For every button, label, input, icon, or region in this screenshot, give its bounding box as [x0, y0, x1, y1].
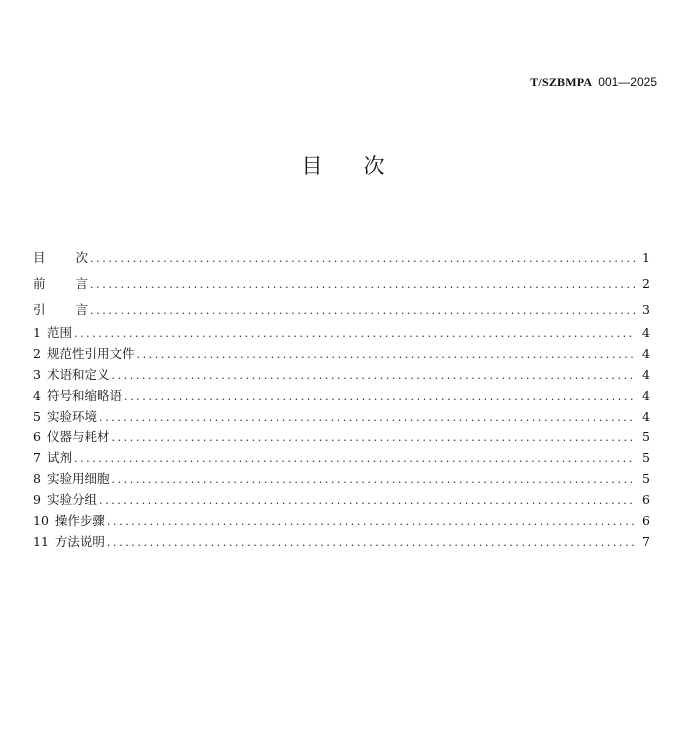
page-title-char-2: 次	[363, 154, 386, 178]
toc-entry-label	[33, 386, 124, 407]
standard-code: T/SZBMPA	[530, 75, 593, 89]
page-title-char-1: 目	[301, 154, 324, 178]
toc-entry-char-2: 次	[75, 250, 89, 265]
toc-section-title: 符号和缩略语	[46, 387, 122, 403]
toc-page-number: 3	[642, 302, 650, 317]
toc-section-title: 术语和定义	[46, 366, 110, 382]
toc-leader-dots	[111, 366, 636, 387]
toc-entry-label	[33, 427, 111, 448]
toc-leader-dots	[74, 449, 636, 470]
toc-leader-dots	[111, 470, 636, 491]
toc-entry-label	[33, 323, 74, 344]
toc-section-title: 范围	[46, 325, 72, 340]
toc-entry-label	[33, 365, 111, 386]
toc-leader-dots	[136, 345, 636, 366]
toc-section-number: 4	[33, 387, 41, 403]
toc-entry-label	[33, 532, 107, 553]
toc-entry-char-1: 引	[33, 302, 46, 317]
toc-entry-section-7[interactable]	[33, 448, 650, 469]
toc-section-number: 10	[33, 513, 49, 529]
toc-leader-dots	[124, 387, 636, 408]
toc-section-number: 2	[33, 345, 41, 361]
toc-section-title: 操作步骤	[54, 513, 105, 529]
toc-page-number: 1	[642, 250, 650, 265]
toc-section-title: 实验环境	[46, 408, 97, 424]
toc-entry-label	[33, 407, 99, 428]
toc-entry-section-1[interactable]	[33, 323, 650, 344]
toc-entry-section-4[interactable]	[33, 386, 650, 407]
toc-entry-section-10[interactable]	[33, 511, 650, 532]
toc-section-number: 5	[33, 408, 41, 424]
toc-page-number: 2	[642, 276, 650, 291]
toc-leader-dots	[111, 428, 636, 449]
table-of-contents	[33, 245, 650, 553]
toc-leader-dots	[99, 408, 636, 429]
toc-entry-label	[33, 297, 90, 323]
toc-page-number: 5	[642, 429, 650, 445]
toc-page-number: 5	[642, 450, 650, 466]
toc-entry-section-11[interactable]	[33, 532, 650, 553]
toc-section-number: 6	[33, 429, 41, 445]
toc-entry-label	[33, 448, 74, 469]
toc-leader-dots	[99, 491, 636, 512]
toc-section-number: 9	[33, 492, 41, 508]
toc-entry-char-2: 言	[75, 302, 89, 317]
toc-entry-section-2[interactable]	[33, 344, 650, 365]
toc-page-number: 4	[642, 408, 650, 424]
toc-section-title: 规范性引用文件	[46, 345, 135, 361]
toc-section-number: 1	[33, 325, 41, 340]
toc-leader-dots	[107, 512, 636, 533]
toc-entry-label	[33, 245, 90, 271]
toc-entry-char-1: 前	[33, 276, 46, 291]
standard-number: 001—2025	[598, 75, 657, 89]
toc-section-number: 11	[33, 533, 49, 549]
toc-leader-dots	[74, 324, 636, 345]
toc-leader-dots	[107, 533, 636, 554]
toc-entry-section-5[interactable]	[33, 407, 650, 428]
toc-section-number: 3	[33, 366, 41, 382]
toc-entry-section-6[interactable]	[33, 427, 650, 448]
toc-entry-char-1: 目	[33, 250, 46, 265]
toc-leader-dots	[90, 272, 636, 298]
toc-entry-foreword[interactable]	[33, 271, 650, 297]
toc-section-number: 7	[33, 450, 41, 466]
standard-number-header	[530, 74, 657, 90]
toc-entry-section-3[interactable]	[33, 365, 650, 386]
toc-entry-introduction[interactable]	[33, 297, 650, 323]
toc-section-title: 仪器与耗材	[46, 429, 110, 445]
toc-section-title: 方法说明	[54, 533, 105, 549]
toc-section-title: 实验分组	[46, 492, 97, 508]
toc-page-number: 4	[642, 325, 650, 340]
toc-entry-section-9[interactable]	[33, 490, 650, 511]
toc-page-number: 4	[642, 366, 650, 382]
toc-entry-label	[33, 490, 99, 511]
page-title	[0, 152, 687, 180]
toc-section-number: 8	[33, 471, 41, 487]
toc-page-number: 4	[642, 345, 650, 361]
toc-section-title: 试剂	[46, 450, 72, 466]
toc-page-number: 7	[642, 533, 650, 549]
toc-section-title: 实验用细胞	[46, 471, 110, 487]
toc-entry-label	[33, 271, 90, 297]
toc-leader-dots	[90, 298, 636, 324]
toc-page-number: 4	[642, 387, 650, 403]
toc-entry-section-8[interactable]	[33, 469, 650, 490]
toc-page-number: 6	[642, 492, 650, 508]
toc-entry-char-2: 言	[75, 276, 89, 291]
toc-leader-dots	[90, 246, 636, 272]
toc-page-number: 6	[642, 513, 650, 529]
toc-page-number: 5	[642, 471, 650, 487]
toc-entry-label	[33, 344, 136, 365]
toc-entry-label	[33, 469, 111, 490]
toc-entry-label	[33, 511, 107, 532]
toc-entry-contents[interactable]	[33, 245, 650, 271]
